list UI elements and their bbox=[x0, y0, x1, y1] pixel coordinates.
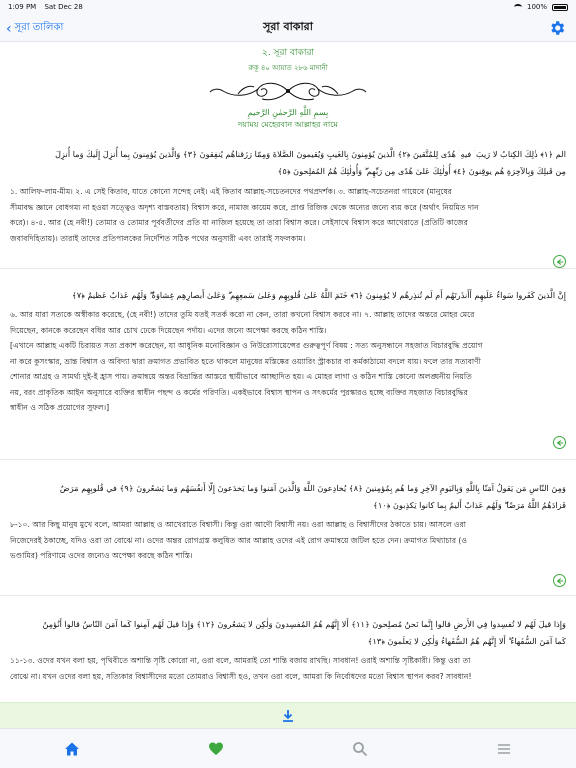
share-arrow-icon bbox=[556, 577, 564, 585]
translation-line: নয়, বরং প্রাকৃতিক আইন অনুসারে ব্যক্তির স্বাধীন পছন্দ ও কর্মের পরিণতি। একইভাবে বিশ্বাস স্থাপন ও সৎকর্মের পুরস্কারও হচ্ছে ব্যক্তির সহজাত বিচারবুদ্ধির bbox=[10, 387, 468, 397]
translation-line: [এখানে আল্লাহ একটি চিরায়ত সত্য প্রকাশ করেছেন, যা আধুনিক মনোবিজ্ঞান ও নিউরোসায়েন্সের গুরুত্বপূর্ণ বিষয় : সত্য অনুসন্ধানে সহজাত বিচারবুদ্ধি প্রয়োগ bbox=[10, 341, 483, 350]
home-icon bbox=[64, 741, 80, 757]
back-label: সূরা তালিকা bbox=[14, 22, 64, 33]
battery-icon bbox=[552, 4, 568, 11]
menu-icon bbox=[496, 741, 512, 757]
tab-favorites[interactable] bbox=[196, 734, 236, 764]
battery-percent: 100% bbox=[526, 3, 547, 11]
bismillah-arabic: بِسمِ اللَّهِ الرَّحمٰنِ الرَّحيمِ bbox=[247, 108, 329, 117]
share-arrow-icon bbox=[556, 439, 564, 447]
chevron-left-icon: ‹ bbox=[6, 20, 12, 37]
translation-line: দিয়েছেন, কানকে করেছেন বধির আর চোখ ঢেকে দিয়েছেন পর্দায়। এদের জন্যে অপেক্ষা করছে কঠিন শাস্তি। bbox=[10, 325, 327, 335]
share-arrow-icon bbox=[556, 258, 564, 266]
search-icon bbox=[352, 741, 368, 757]
arabic-line: وَمِنَ النّاسِ مَن يَقولُ آمَنّا بِاللَّهِ وَبِاليَومِ الآخِرِ وَما هُم بِمُؤمِنينَ ﴿٨﴾ يُخادِعونَ اللَّهَ وَالَّذينَ آمَنوا وَما يَخدَعونَ إِلّا أَنفُسَهُم وَما يَشعُرونَ ﴿٩﴾ في قُلوبِهِم مَرَضٌ bbox=[59, 483, 566, 493]
arabic-line: مِن قَبلِكَ وَبِالآخِرَةِ هُم يوقِنونَ ﴿٤﴾ أُولٰئِكَ عَلىٰ هُدًى مِن رَبِّهِم ۖ وَأُولٰئِكَ هُمُ المُفلِحونَ ﴿٥﴾ bbox=[277, 166, 566, 176]
status-date: Sat Dec 28 bbox=[44, 3, 83, 11]
status-bar bbox=[0, 0, 576, 14]
page-title: সূরা বাকারা bbox=[263, 20, 313, 33]
translation-line: শোনার আগ্রহ ও সামর্থ্য দুই-ই হ্রাস পায়। ক্রমান্বয়ে অন্তর বিভ্রান্তির আস্তরে স্থায়ীভাবে আচ্ছাদিত হয়। এ মোহর লাগা ও কঠিন শাস্তি কোনো অলঙ্ঘনীয় নিয়তি bbox=[10, 372, 472, 381]
status-right bbox=[514, 3, 568, 11]
reading-content[interactable] bbox=[0, 42, 576, 702]
share-button[interactable] bbox=[553, 436, 566, 449]
translation-line: সীমাবদ্ধ জ্ঞানে বোধগম্য না হওয়া সত্ত্বেও অদৃশ্য বাস্তবতায়) বিশ্বাস করে, নামাজ কায়েম করে, প্রাপ্ত রিজিক থেকে অন্যের জন্যে ব্যয় করে (অর্থাৎ নিয়মিত দান bbox=[10, 202, 479, 212]
translation-line: ১. আলিফ-লাম-মীম। ২. এ সেই কিতাব, যাতে কোনো সন্দেহ নেই। এই কিতাব আল্লাহ-সচেতনদের পথপ্রদর্শক। ৩. আল্লাহ-সচেতনরা গায়েবে (মানুষের bbox=[10, 187, 452, 196]
translation-line: না করে কুসংস্কার, ভ্রান্ত বিশ্বাস ও অবিদ্যা দ্বারা ক্রমাগত প্রভাবিত হতে থাকলে মানুষের মস্তিষ্কের ওয়্যারিং স্ট্রাকচার বা কর্মকাঠামো বদলে যায়। ফলে তার সত্যবাণী bbox=[10, 356, 481, 366]
tab-menu[interactable] bbox=[484, 734, 524, 764]
surah-meta: রুকূ ৪০ আয়াত ২৮৬ মাদানী bbox=[248, 64, 328, 72]
translation-line: ৮-১০. আর কিছু মানুষ মুখে বলে, আমরা আল্লাহ ও আখেরাতে বিশ্বাসী। কিন্তু ওরা আদৌ বিশ্বাসী নয়। ওরা আল্লাহ ও বিশ্বাসীদের ঠকাতে চায়। আসলে ওরা bbox=[10, 520, 467, 529]
download-icon[interactable] bbox=[280, 708, 296, 724]
translation-line: ৬. আর যারা সত্যকে অস্বীকার করেছে, (হে নবী!) তাদের তুমি যতই সতর্ক করো না কেন, তারা কখনো বিশ্বাস করবে না। ৭. আল্লাহ তাদের অন্তরে মোহর মেরে bbox=[10, 310, 475, 319]
arabic-line: الم ﴿١﴾ ذٰلِكَ الكِتابُ لا رَيبَ ۛ فيهِ ۛ هُدًى لِلمُتَّقينَ ﴿٢﴾ الَّذينَ يُؤمِنونَ بِالغَيبِ وَيُقيمونَ الصَّلاةَ وَمِمّا رَزَقناهُم يُنفِقونَ ﴿٣﴾ وَالَّذينَ يُؤمِنونَ بِما أُنزِلَ إِلَيكَ وَما أُنزِلَ bbox=[55, 149, 566, 159]
wifi-icon bbox=[514, 4, 522, 10]
download-bar bbox=[0, 702, 576, 728]
arabic-line: وَإِذا قيلَ لَهُم لا تُفسِدوا فِي الأَرضِ قالوا إِنَّما نَحنُ مُصلِحونَ ﴿١١﴾ أَلا إِنَّهُم هُمُ المُفسِدونَ وَلٰكِن لا يَشعُرونَ ﴿١٢﴾ وَإِذا قيلَ لَهُم آمِنوا كَما آمَنَ النّاسُ قالوا أَنُؤمِنُ bbox=[42, 619, 566, 629]
translation-line: বোঝে না। যখন ওদের বলা হয়, সত্যিকার বিশ্বাসীদের মতো তোমরাও বিশ্বাসী হও, তখন ওরা বলে, আমরা কি নির্বোধদের মতো বিশ্বাস স্থাপন করব? সাবধান! bbox=[10, 671, 472, 681]
tab-search[interactable] bbox=[340, 734, 380, 764]
status-time: 1:09 PM bbox=[8, 3, 37, 11]
translation-line: জবাবদিহিতায়)। তারাই তাদের প্রতিপালকের নির্দেশিত সঠিক পথের অনুসারী এবং তারাই সফলকাম। bbox=[10, 233, 306, 243]
translation-line: স্বাধীন ও সঠিক প্রয়োগের সুফল।] bbox=[10, 403, 110, 412]
verse-block bbox=[0, 146, 576, 268]
verse-block bbox=[0, 460, 576, 595]
status-left bbox=[8, 3, 89, 11]
tab-home[interactable] bbox=[52, 734, 92, 764]
navigation-bar bbox=[0, 14, 576, 42]
share-button[interactable] bbox=[553, 574, 566, 587]
translation-line: ১১-১৩. ওদের যখন বলা হয়, পৃথিবীতে অশান্তি সৃষ্টি কোরো না, ওরা বলে, আমরাই তো শান্তি বজায় রাখছি। সাবধান! ওরাই অশান্তি সৃষ্টিকারী। কিন্তু ওরা তা bbox=[10, 656, 471, 665]
share-button[interactable] bbox=[553, 255, 566, 268]
arabic-line: إِنَّ الَّذينَ كَفَروا سَواءٌ عَلَيهِم أَأَنذَرتَهُم أَم لَم تُنذِرهُم لا يُؤمِنونَ ﴿٦﴾ خَتَمَ اللَّهُ عَلىٰ قُلوبِهِم وَعَلىٰ سَمعِهِم ۖ وَعَلىٰ أَبصارِهِم غِشاوَةٌ ۖ وَلَهُم عَذابٌ عَظيمٌ ﴿٧﴾ bbox=[72, 290, 566, 300]
gear-icon[interactable] bbox=[548, 19, 566, 37]
arabic-line: فَزادَهُمُ اللَّهُ مَرَضًا ۖ وَلَهُم عَذابٌ أَليمٌ بِما كانوا يَكذِبونَ ﴿١٠﴾ bbox=[373, 500, 566, 510]
ornament-divider-icon bbox=[208, 77, 368, 105]
translation-line: নিজেদেরই ঠকাচ্ছে, যদিও ওরা তা বোঝে না। ওদের অন্তর রোগগ্রস্ত কলুষিত আর আল্লাহ ওদের এই রোগ ক্রমান্বয়ে জটিল হতে দেন। ক্রমাগত মিথ্যাচার (ও bbox=[10, 535, 467, 545]
surah-name: ২. সূরা বাকারা bbox=[261, 48, 315, 58]
surah-header bbox=[0, 42, 576, 132]
tab-bar bbox=[0, 728, 576, 768]
heart-icon bbox=[208, 741, 224, 757]
back-button[interactable] bbox=[6, 20, 63, 37]
bismillah-bangla: দয়াময় মেহেরবান আল্লাহর নামে bbox=[238, 120, 338, 129]
verse-block bbox=[0, 269, 576, 459]
translation-line: করে)। ৪-৫. আর (হে নবী!) তোমার ও তোমার পূর্ববর্তীদের প্রতি যা নাজিল হয়েছে তা তারা বিশ্বাস করে। সেইসাথে বিশ্বাস করে আখেরাতে (প্রতিটি কাজের bbox=[10, 218, 468, 227]
arabic-line: كَما آمَنَ السُّفَهاءُ ۗ أَلا إِنَّهُم هُمُ السُّفَهاءُ وَلٰكِن لا يَعلَمونَ ﴿١٣﴾ bbox=[367, 636, 566, 646]
translation-line: ভণ্ডামির) পরিণামে ওদের জন্যেও অপেক্ষা করছে কঠিন শাস্তি। bbox=[10, 551, 193, 560]
verse-block bbox=[0, 596, 576, 684]
